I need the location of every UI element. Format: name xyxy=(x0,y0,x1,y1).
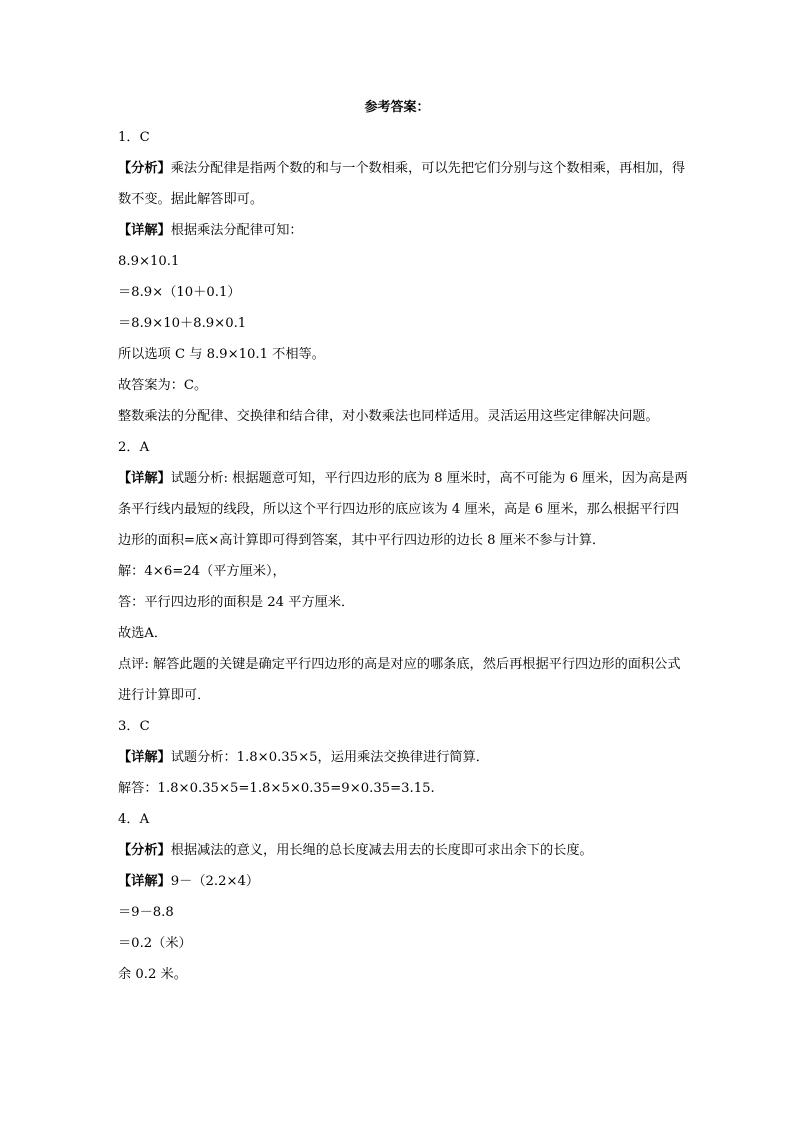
q1-step-2: ＝8.9×（10＋0.1） xyxy=(118,285,241,300)
q2-solution: 解：4×6=24（平方厘米）， xyxy=(118,564,286,579)
q2-detail-text: 试题分析: 根据题意可知，平行四边形的底为 8 厘米时，高不可能为 6 厘米，因为高是两条平行线内最短的线段，所以这个平行四边形的底应该为 4 厘米，高是 6 厘米，那么根据平行四边形的面积=底×高计算即可得到答案，其中平行四边形的边长 8 厘米不参与计算． xyxy=(118,471,688,548)
q4-detail xyxy=(118,866,688,897)
q2-number: 2．A xyxy=(118,440,150,455)
q1-answer: 故答案为：C。 xyxy=(118,378,208,393)
q2-detail-tag: 【详解】 xyxy=(118,471,171,486)
q4-analysis-tag: 【分析】 xyxy=(118,843,171,858)
q2-choice: 故选A． xyxy=(118,626,168,641)
q4-analysis xyxy=(118,835,688,866)
q1-detail xyxy=(118,215,688,246)
q4-step-2: ＝0.2（米） xyxy=(118,936,192,951)
q4-step-1: ＝9－8.8 xyxy=(118,905,174,920)
q4-number: 4．A xyxy=(118,812,150,827)
q1-analysis-tag: 【分析】 xyxy=(118,161,171,176)
q3-detail-tag: 【详解】 xyxy=(118,750,171,765)
q3-number: 3．C xyxy=(118,719,150,734)
q3-detail xyxy=(118,742,688,773)
q3-detail-text: 试题分析：1.8×0.35×5，运用乘法交换律进行简算． xyxy=(170,750,489,765)
q1-analysis xyxy=(118,153,688,215)
q3-solution: 解答：1.8×0.35×5=1.8×5×0.35=9×0.35=3.15. xyxy=(118,781,435,796)
q2-reply: 答：平行四边形的面积是 24 平方厘米． xyxy=(118,595,355,610)
q4-detail-text: 9－（2.2×4） xyxy=(170,874,260,889)
answer-content xyxy=(118,122,688,990)
q1-analysis-text: 乘法分配律是指两个数的和与一个数相乘，可以先把它们分别与这个数相乘，再相加，得数不变。据此解答即可。 xyxy=(118,161,686,207)
q4-analysis-text: 根据减法的意义，用长绳的总长度减去用去的长度即可求出余下的长度。 xyxy=(170,843,593,858)
q2-comment: 点评: 解答此题的关键是确定平行四边形的高是对应的哪条底，然后再根据平行四边形的面积公式进行计算即可． xyxy=(118,657,681,703)
q2-detail xyxy=(118,463,688,556)
q1-detail-tag: 【详解】 xyxy=(118,223,171,238)
q1-note: 整数乘法的分配律、交换律和结合律，对小数乘法也同样适用。灵活运用这些定律解决问题。 xyxy=(118,409,659,424)
page-title: 参考答案： xyxy=(364,100,430,115)
q1-number: 1．C xyxy=(118,130,150,145)
q1-step-3: ＝8.9×10＋8.9×0.1 xyxy=(118,316,247,331)
q4-remain: 余 0.2 米。 xyxy=(118,967,187,982)
q1-conclusion: 所以选项 C 与 8.9×10.1 不相等。 xyxy=(118,347,325,362)
q1-step-1: 8.9×10.1 xyxy=(118,254,180,269)
q4-detail-tag: 【详解】 xyxy=(118,874,171,889)
q1-detail-text: 根据乘法分配律可知： xyxy=(170,223,303,238)
